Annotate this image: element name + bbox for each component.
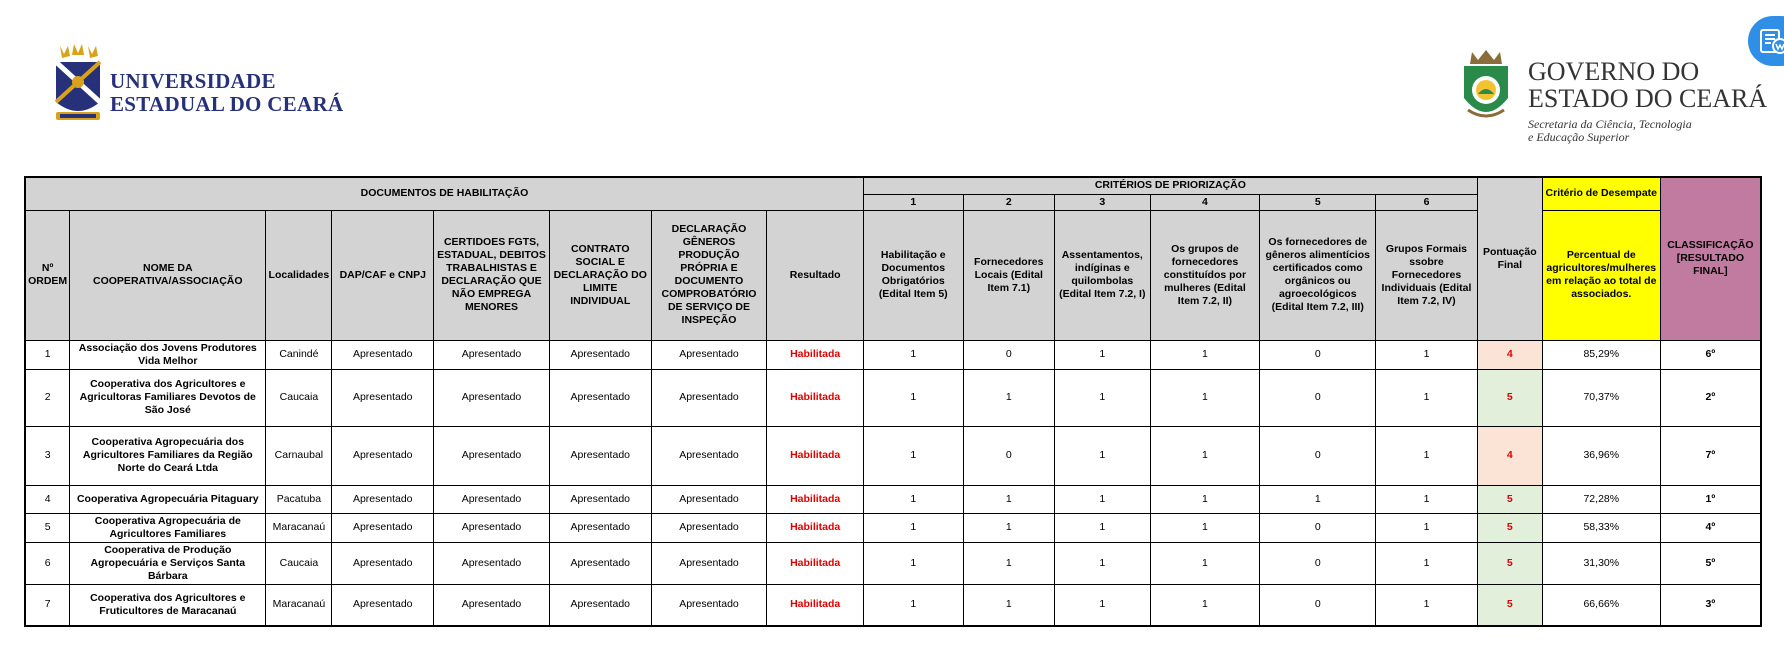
cell-certidoes: Apresentado	[434, 584, 550, 626]
cell-criterion-5: 0	[1260, 542, 1376, 584]
criterion-number: 5	[1260, 194, 1376, 210]
col-classification: CLASSIFICAÇÃO [RESULTADO FINAL]	[1660, 177, 1761, 340]
cell-locality: Pacatuba	[266, 485, 332, 513]
group-header-criteria: CRITÉRIOS DE PRIORIZAÇÃO	[863, 177, 1477, 194]
government-line2: ESTADO DO CEARÁ	[1528, 84, 1768, 113]
cell-dap: Apresentado	[332, 584, 434, 626]
cell-locality: Maracanaú	[266, 513, 332, 542]
cell-declaracao: Apresentado	[651, 369, 767, 426]
cell-criterion-5: 0	[1260, 426, 1376, 485]
cell-criterion-1: 1	[863, 584, 963, 626]
cell-criterion-2: 0	[963, 426, 1054, 485]
col-contrato: CONTRATO SOCIAL E DECLARAÇÃO DO LIMITE INDIVIDUAL	[549, 210, 651, 340]
cell-dap: Apresentado	[332, 426, 434, 485]
cell-percent: 58,33%	[1542, 513, 1660, 542]
cell-classification: 6º	[1660, 340, 1761, 369]
cell-percent: 72,28%	[1542, 485, 1660, 513]
table-row	[25, 584, 1761, 626]
status-badge: Habilitada	[767, 513, 864, 542]
criterion-number: 2	[963, 194, 1054, 210]
table-row	[25, 542, 1761, 584]
cell-criterion-1: 1	[863, 513, 963, 542]
cell-certidoes: Apresentado	[434, 542, 550, 584]
cell-name: Cooperativa de Produção Agropecuária e Serviços Santa Bárbara	[70, 542, 266, 584]
university-line2: ESTADUAL DO CEARÁ	[110, 92, 344, 116]
cell-name: Cooperativa Agropecuária dos Agricultores Familiares da Região Norte do Ceará Ltda	[70, 426, 266, 485]
cell-criterion-3: 1	[1055, 340, 1151, 369]
secretariat-line1: Secretaria da Ciência, Tecnologia	[1528, 117, 1692, 131]
cell-certidoes: Apresentado	[434, 426, 550, 485]
criterion-number: 1	[863, 194, 963, 210]
col-percent: Percentual de agricultores/mulheres em relação ao total de associados.	[1542, 210, 1660, 340]
cell-criterion-3: 1	[1055, 513, 1151, 542]
cell-criterion-1: 1	[863, 542, 963, 584]
secretariat-line2: e Educação Superior	[1528, 130, 1630, 144]
cell-contrato: Apresentado	[549, 542, 651, 584]
cell-criterion-2: 1	[963, 369, 1054, 426]
cell-percent: 85,29%	[1542, 340, 1660, 369]
cell-name: Cooperativa Agropecuária de Agricultores Familiares	[70, 513, 266, 542]
cell-criterion-4: 1	[1150, 584, 1260, 626]
cell-criterion-5: 0	[1260, 513, 1376, 542]
cell-criterion-6: 1	[1376, 542, 1478, 584]
cell-criterion-2: 0	[963, 340, 1054, 369]
cell-criterion-6: 1	[1376, 584, 1478, 626]
cell-criterion-4: 1	[1150, 513, 1260, 542]
cell-dap: Apresentado	[332, 542, 434, 584]
col-resultado: Resultado	[767, 210, 864, 340]
uece-logo	[52, 44, 344, 132]
group-header-documents: DOCUMENTOS DE HABILITAÇÃO	[25, 177, 863, 210]
cell-classification: 3º	[1660, 584, 1761, 626]
cell-locality: Canindé	[266, 340, 332, 369]
cell-criterion-3: 1	[1055, 426, 1151, 485]
cell-order: 1	[25, 340, 70, 369]
cell-order: 6	[25, 542, 70, 584]
cell-criterion-4: 1	[1150, 340, 1260, 369]
col-criterion-6: Grupos Formais ssobre Fornecedores Individuais (Edital Item 7.2, IV)	[1376, 210, 1478, 340]
cell-locality: Caucaia	[266, 542, 332, 584]
cell-criterion-1: 1	[863, 426, 963, 485]
cell-criterion-4: 1	[1150, 485, 1260, 513]
cell-contrato: Apresentado	[549, 485, 651, 513]
cell-criterion-2: 1	[963, 584, 1054, 626]
government-logo	[1458, 48, 1768, 148]
cell-criterion-5: 0	[1260, 584, 1376, 626]
cell-criterion-2: 1	[963, 513, 1054, 542]
cell-contrato: Apresentado	[549, 369, 651, 426]
cell-final-score: 4	[1477, 340, 1542, 369]
cell-declaracao: Apresentado	[651, 485, 767, 513]
cell-locality: Caucaia	[266, 369, 332, 426]
cell-final-score: 4	[1477, 426, 1542, 485]
university-name	[110, 70, 343, 116]
col-criterion-4: Os grupos de fornecedores constituídos por mulheres (Edital Item 7.2, II)	[1150, 210, 1260, 340]
cell-classification: 5º	[1660, 542, 1761, 584]
cell-criterion-5: 0	[1260, 340, 1376, 369]
cell-contrato: Apresentado	[549, 584, 651, 626]
col-final-score: Pontuação Final	[1477, 177, 1542, 340]
ceara-coat-of-arms-icon	[1458, 48, 1514, 128]
criterion-number: 4	[1150, 194, 1260, 210]
cell-percent: 31,30%	[1542, 542, 1660, 584]
table-row	[25, 513, 1761, 542]
secretariat-name	[1528, 118, 1692, 144]
table-body	[25, 340, 1761, 626]
cell-certidoes: Apresentado	[434, 369, 550, 426]
cell-criterion-2: 1	[963, 485, 1054, 513]
cell-order: 2	[25, 369, 70, 426]
cell-percent: 36,96%	[1542, 426, 1660, 485]
university-line1: UNIVERSIDADE	[110, 69, 276, 93]
status-badge: Habilitada	[767, 426, 864, 485]
government-line1: GOVERNO DO	[1528, 57, 1700, 86]
cell-name: Cooperativa Agropecuária Pitaguary	[70, 485, 266, 513]
cell-contrato: Apresentado	[549, 340, 651, 369]
cell-classification: 1º	[1660, 485, 1761, 513]
cell-criterion-3: 1	[1055, 485, 1151, 513]
cell-certidoes: Apresentado	[434, 513, 550, 542]
col-criterion-2: Fornecedores Locais (Edital Item 7.1)	[963, 210, 1054, 340]
cell-classification: 4º	[1660, 513, 1761, 542]
col-criterion-3: Assentamentos, indíginas e quilombolas (Edital Item 7.2, I)	[1055, 210, 1151, 340]
cell-criterion-6: 1	[1376, 426, 1478, 485]
cell-criterion-6: 1	[1376, 340, 1478, 369]
cell-criterion-1: 1	[863, 485, 963, 513]
cell-criterion-2: 1	[963, 542, 1054, 584]
government-name	[1528, 58, 1767, 112]
cell-contrato: Apresentado	[549, 513, 651, 542]
cell-locality: Carnaubal	[266, 426, 332, 485]
cell-percent: 70,37%	[1542, 369, 1660, 426]
criterion-number: 6	[1376, 194, 1478, 210]
cell-classification: 7º	[1660, 426, 1761, 485]
cell-final-score: 5	[1477, 584, 1542, 626]
criterion-number: 3	[1055, 194, 1151, 210]
col-certidoes: CERTIDOES FGTS, ESTADUAL, DEBITOS TRABALHISTAS E DECLARAÇÃO QUE NÃO EMPREGA MENORES	[434, 210, 550, 340]
cell-certidoes: Apresentado	[434, 485, 550, 513]
tiebreak-header: Critério de Desempate	[1542, 177, 1660, 210]
cell-name: Cooperativa dos Agricultores e Fruticultores de Maracanaú	[70, 584, 266, 626]
cell-dap: Apresentado	[332, 513, 434, 542]
table-row	[25, 340, 1761, 369]
col-locality: Localidades	[266, 210, 332, 340]
status-badge: Habilitada	[767, 542, 864, 584]
cell-criterion-1: 1	[863, 369, 963, 426]
cell-dap: Apresentado	[332, 485, 434, 513]
status-badge: Habilitada	[767, 369, 864, 426]
cell-certidoes: Apresentado	[434, 340, 550, 369]
cell-criterion-4: 1	[1150, 542, 1260, 584]
col-declaracao: DECLARAÇÃO GÊNEROS PRODUÇÃO PRÓPRIA E DOCUMENTO COMPROBATÓRIO DE SERVIÇO DE INSPEÇÃO	[651, 210, 767, 340]
cell-criterion-4: 1	[1150, 369, 1260, 426]
cell-percent: 66,66%	[1542, 584, 1660, 626]
col-order: Nº ORDEM	[25, 210, 70, 340]
cell-criterion-5: 1	[1260, 485, 1376, 513]
uece-shield-icon	[52, 44, 104, 130]
cell-criterion-6: 1	[1376, 485, 1478, 513]
cell-final-score: 5	[1477, 485, 1542, 513]
cell-criterion-3: 1	[1055, 542, 1151, 584]
cell-final-score: 5	[1477, 513, 1542, 542]
cell-criterion-6: 1	[1376, 369, 1478, 426]
cell-dap: Apresentado	[332, 340, 434, 369]
cell-locality: Maracanaú	[266, 584, 332, 626]
cell-order: 4	[25, 485, 70, 513]
word-document-icon	[1758, 26, 1784, 56]
status-badge: Habilitada	[767, 584, 864, 626]
cell-declaracao: Apresentado	[651, 513, 767, 542]
cell-order: 3	[25, 426, 70, 485]
cell-declaracao: Apresentado	[651, 584, 767, 626]
col-name: NOME DA COOPERATIVA/ASSOCIAÇÃO	[70, 210, 266, 340]
cell-contrato: Apresentado	[549, 426, 651, 485]
cell-classification: 2º	[1660, 369, 1761, 426]
cell-name: Associação dos Jovens Produtores Vida Melhor	[70, 340, 266, 369]
cell-criterion-3: 1	[1055, 584, 1151, 626]
cell-order: 5	[25, 513, 70, 542]
ranking-table	[24, 176, 1762, 627]
table-row	[25, 369, 1761, 426]
cell-criterion-6: 1	[1376, 513, 1478, 542]
table-row	[25, 426, 1761, 485]
cell-name: Cooperativa dos Agricultores e Agricultoras Familiares Devotos de São José	[70, 369, 266, 426]
cell-dap: Apresentado	[332, 369, 434, 426]
cell-order: 7	[25, 584, 70, 626]
cell-criterion-1: 1	[863, 340, 963, 369]
cell-declaracao: Apresentado	[651, 542, 767, 584]
cell-declaracao: Apresentado	[651, 340, 767, 369]
cell-final-score: 5	[1477, 369, 1542, 426]
cell-criterion-5: 0	[1260, 369, 1376, 426]
cell-criterion-4: 1	[1150, 426, 1260, 485]
col-dap: DAP/CAF e CNPJ	[332, 210, 434, 340]
cell-declaracao: Apresentado	[651, 426, 767, 485]
col-criterion-5: Os fornecedores de gêneros alimentícios certificados como orgânicos ou agroecológicos (Edital Item 7.2, III)	[1260, 210, 1376, 340]
table-row	[25, 485, 1761, 513]
cell-final-score: 5	[1477, 542, 1542, 584]
col-criterion-1: Habilitação e Documentos Obrigatórios (Edital Item 5)	[863, 210, 963, 340]
cell-criterion-3: 1	[1055, 369, 1151, 426]
status-badge: Habilitada	[767, 485, 864, 513]
status-badge: Habilitada	[767, 340, 864, 369]
